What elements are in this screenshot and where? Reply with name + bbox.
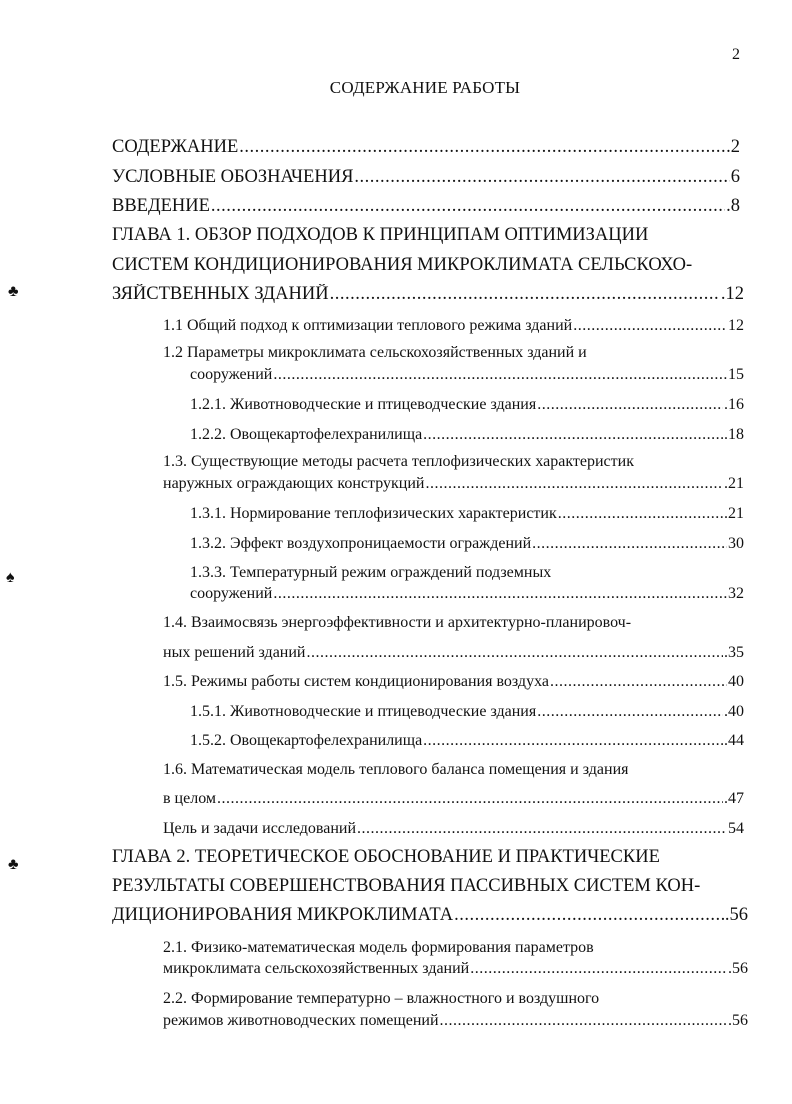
toc-entry-1-3-3-line2[interactable] [190, 585, 744, 603]
toc-chapter2-line3[interactable] [112, 905, 748, 926]
leader-dots [354, 167, 729, 188]
document-title: СОДЕРЖАНИЕ РАБОТЫ [329, 78, 521, 97]
leader-dots [454, 905, 724, 926]
toc-entry-title: СОДЕРЖАНИЕ [112, 137, 239, 157]
scan-mark-3: ♣ [8, 856, 19, 873]
toc-entry-2-2-line1[interactable]: 2.2. Формирование температурно – влажностного и воздушного [163, 990, 600, 1007]
toc-entry-title: ных решений зданий [163, 644, 306, 661]
toc-entry-title: 1.2.2. Овощекартофелехранилища [190, 426, 423, 443]
toc-entry-1-2-line2[interactable] [190, 366, 744, 384]
leader-dots [423, 732, 723, 750]
toc-entry-title: 1.2.1. Животноводческие и птицеводческие здания [190, 396, 537, 413]
toc-entry-2-1-line2[interactable] [163, 960, 748, 978]
scan-mark-1: ♣ [8, 283, 19, 300]
leader-dots [425, 475, 723, 493]
toc-page-number: 15 [728, 366, 744, 383]
toc-entry-1-3-3-line1[interactable]: 1.3.3. Температурный режим ограждений подземных [190, 564, 552, 581]
leader-dots [440, 1012, 727, 1030]
leader-dots [537, 396, 723, 414]
toc-entry-1-6-line1[interactable]: 1.6. Математическая модель теплового баланса помещения и здания [163, 761, 629, 778]
page-number: 2 [732, 46, 740, 63]
toc-entry-title: ЗЯЙСТВЕННЫХ ЗДАНИЙ [112, 284, 329, 304]
toc-page-number: .21 [724, 505, 744, 522]
toc-page-number: .40 [724, 703, 744, 720]
toc-entry-title: сооружений [190, 366, 273, 383]
toc-page-number: .56 [728, 960, 748, 977]
toc-page-number: .56 [728, 1012, 748, 1029]
toc-entry-2-1-line1[interactable]: 2.1. Физико-математическая модель формирования параметров [163, 939, 594, 956]
toc-page-number: 32 [728, 585, 744, 602]
toc-entry-1-2-2[interactable] [190, 426, 744, 444]
leader-dots [239, 137, 725, 158]
toc-entry-title: ДИЦИОНИРОВАНИЯ МИКРОКЛИМАТА [112, 905, 454, 925]
toc-entry-title: микроклимата сельскохозяйственных зданий [163, 960, 470, 977]
leader-dots [423, 426, 723, 444]
toc-entry-goals[interactable] [163, 820, 744, 838]
toc-page-number: .21 [724, 475, 744, 492]
toc-page-number: .47 [724, 790, 744, 807]
leader-dots [550, 673, 727, 691]
toc-chapter1-line3[interactable] [112, 284, 744, 305]
toc-entry-title: 1.5.1. Животноводческие и птицеводческие здания [190, 703, 537, 720]
toc-entry-1-2-line1[interactable]: 1.2 Параметры микроклимата сельскохозяйственных зданий и [163, 344, 587, 361]
toc-entry-title: наружных ограждающих конструкций [163, 475, 425, 492]
toc-page-number: 54 [728, 820, 744, 837]
toc-entry-title: 1.5. Режимы работы систем кондиционирования воздуха [163, 673, 549, 690]
toc-chapter1-line2[interactable]: СИСТЕМ КОНДИЦИОНИРОВАНИЯ МИКРОКЛИМАТА СЕЛЬСКОХО- [112, 255, 693, 275]
toc-entry-1-1[interactable] [163, 317, 744, 335]
leader-dots [306, 644, 723, 662]
toc-page-number: 6 [730, 167, 740, 187]
toc-page-number: .35 [724, 644, 744, 661]
toc-chapter1-line1[interactable]: ГЛАВА 1. ОБЗОР ПОДХОДОВ К ПРИНЦИПАМ ОПТИМИЗАЦИИ [112, 225, 649, 245]
toc-page-number: .44 [724, 732, 744, 749]
toc-entry-notation[interactable] [112, 167, 740, 188]
leader-dots [573, 317, 727, 335]
leader-dots [330, 284, 720, 305]
toc-entry-1-5-1[interactable] [190, 703, 744, 721]
leader-dots [470, 960, 727, 978]
scan-mark-2: ♠ [6, 569, 15, 586]
toc-entry-2-2-line2[interactable] [163, 1012, 748, 1030]
leader-dots [357, 820, 727, 838]
toc-page-number: .18 [724, 426, 744, 443]
toc-page-number: .8 [726, 196, 740, 216]
leader-dots [558, 505, 723, 523]
toc-chapter2-line2[interactable]: РЕЗУЛЬТАТЫ СОВЕРШЕНСТВОВАНИЯ ПАССИВНЫХ СИСТЕМ КОН- [112, 876, 701, 896]
toc-entry-1-4-line1[interactable]: 1.4. Взаимосвязь энергоэффективности и архитектурно-планировоч- [163, 614, 632, 631]
toc-entry-introduction[interactable] [112, 196, 740, 217]
toc-entry-title: 1.3.1. Нормирование теплофизических характеристик [190, 505, 557, 522]
toc-entry-title: 1.1 Общий подход к оптимизации теплового режима зданий [163, 317, 573, 334]
toc-page-number: 30 [728, 535, 744, 552]
leader-dots [537, 703, 723, 721]
toc-chapter2-line1[interactable]: ГЛАВА 2. ТЕОРЕТИЧЕСКОЕ ОБОСНОВАНИЕ И ПРАКТИЧЕСКИЕ [112, 847, 660, 867]
toc-entry-title: УСЛОВНЫЕ ОБОЗНАЧЕНИЯ [112, 167, 354, 187]
toc-entry-title: режимов животноводческих помещений [163, 1012, 439, 1029]
toc-entry-1-3-line2[interactable] [163, 475, 744, 493]
toc-entry-title: 1.3.2. Эффект воздухопроницаемости ограждений [190, 535, 532, 552]
toc-page-number: .56 [724, 905, 748, 925]
leader-dots [217, 790, 723, 808]
toc-entry-title: в целом [163, 790, 217, 807]
toc-entry-contents[interactable] [112, 137, 740, 158]
leader-dots [211, 196, 725, 217]
toc-entry-1-5[interactable] [163, 673, 744, 691]
toc-entry-1-3-line1[interactable]: 1.3. Существующие методы расчета теплофизических характеристик [163, 453, 634, 470]
toc-page-number: 12 [728, 317, 744, 334]
toc-entry-1-6-line2[interactable] [163, 790, 744, 808]
toc-page-number: .16 [724, 396, 744, 413]
toc-entry-title: сооружений [190, 585, 273, 602]
toc-page-number: 40 [728, 673, 744, 690]
toc-entry-title: Цель и задачи исследований [163, 820, 357, 837]
leader-dots [273, 585, 727, 603]
toc-entry-title: 1.5.2. Овощекартофелехранилища [190, 732, 423, 749]
toc-page-number: .2 [726, 137, 740, 157]
leader-dots [273, 366, 727, 384]
toc-entry-1-3-2[interactable] [190, 535, 744, 553]
toc-entry-1-3-1[interactable] [190, 505, 744, 523]
toc-entry-1-4-line2[interactable] [163, 644, 744, 662]
toc-entry-1-2-1[interactable] [190, 396, 744, 414]
toc-entry-title: ВВЕДЕНИЕ [112, 196, 210, 216]
toc-page-number: .12 [720, 284, 744, 304]
toc-entry-1-5-2[interactable] [190, 732, 744, 750]
leader-dots [532, 535, 727, 553]
